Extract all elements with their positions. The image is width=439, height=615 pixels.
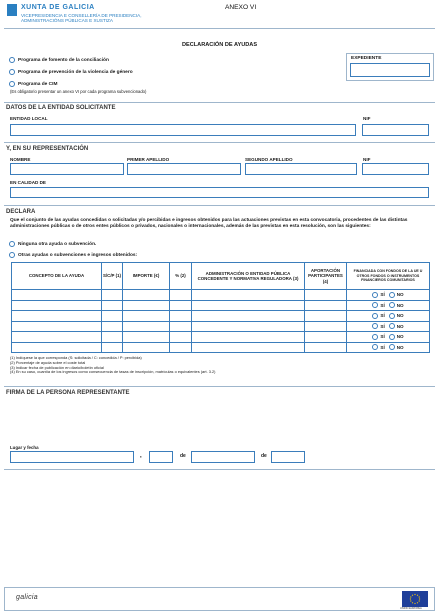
declara-text: Que el conjunto de las ayudas concedidas o solicitadas y/o percibidas e ingresos obtenidos para las actuaciones previstas en esta convocatoria, procedentes de las distintas administraciones públicas o de otros entes públicos o privados, nacionales o internacionales, además de las previstas en esta resolución, son las siguientes: bbox=[10, 218, 408, 229]
radio-icon[interactable] bbox=[372, 302, 378, 308]
table-cell-input[interactable] bbox=[12, 342, 102, 353]
annex-label: ANEXO VI bbox=[225, 4, 257, 11]
yes-no-group bbox=[347, 292, 429, 298]
footnote: (4) En su caso, cuantía de los ingresos como consecuencia de tasas de inscripción, matrículas o equivalentes (art. 3.2) bbox=[10, 369, 216, 375]
col-header: APORTACIÓN PARTICIPANTES (4) bbox=[305, 263, 347, 290]
table-cell-input[interactable] bbox=[123, 290, 170, 301]
table-cell-input[interactable] bbox=[305, 332, 347, 343]
table-cell-input[interactable] bbox=[170, 332, 192, 343]
radio-icon[interactable] bbox=[9, 252, 15, 258]
entidad-local-label: ENTIDAD LOCAL bbox=[10, 116, 48, 121]
entidad-local-field[interactable] bbox=[10, 124, 356, 136]
table-cell-input[interactable] bbox=[170, 321, 192, 332]
year-field[interactable] bbox=[271, 451, 305, 463]
table-cell-input[interactable] bbox=[192, 290, 305, 301]
radio-icon[interactable] bbox=[372, 323, 378, 329]
entidad-nif-field[interactable] bbox=[362, 124, 429, 136]
col-header: % (2) bbox=[170, 263, 192, 290]
place-date-label: Lugar y fecha bbox=[10, 445, 39, 450]
radio-icon[interactable] bbox=[389, 344, 395, 350]
no-option[interactable] bbox=[389, 334, 404, 340]
primer-apellido-label: PRIMER APELLIDO bbox=[127, 157, 170, 162]
declara-section-title: DECLARA bbox=[6, 209, 36, 215]
radio-icon[interactable] bbox=[389, 302, 395, 308]
day-field[interactable] bbox=[149, 451, 173, 463]
galicia-brand: galicia bbox=[16, 594, 38, 601]
table-cell-input[interactable] bbox=[102, 290, 123, 301]
no-label: NO bbox=[396, 302, 404, 308]
table-cell-input[interactable] bbox=[192, 300, 305, 311]
table-cell-input[interactable] bbox=[170, 311, 192, 322]
eu-stars-icon bbox=[407, 593, 423, 605]
table-cell-input[interactable] bbox=[12, 311, 102, 322]
footnote: (2) Porcentaje de ayuda sobre el coste total bbox=[10, 359, 86, 365]
table-cell-input[interactable] bbox=[192, 332, 305, 343]
radio-icon[interactable] bbox=[389, 334, 395, 340]
eu-flag-icon bbox=[402, 591, 428, 607]
no-label: NO bbox=[396, 313, 404, 319]
primer-apellido-field[interactable] bbox=[127, 163, 241, 175]
month-field[interactable] bbox=[191, 451, 255, 463]
table-cell-input[interactable] bbox=[305, 290, 347, 301]
table-cell-input[interactable] bbox=[192, 342, 305, 353]
program-label: Programa de fomento de la conciliación bbox=[18, 57, 109, 63]
org-department bbox=[21, 13, 201, 24]
yes-no-group bbox=[347, 334, 429, 340]
option-label: Ninguna otra ayuda o subvención. bbox=[18, 241, 97, 247]
org-department-line-1: VICEPRESIDENCIA E CONSELLERÍA DE PRESIDENCIA, bbox=[21, 13, 142, 18]
table-row bbox=[12, 300, 430, 311]
program-option-conciliacion[interactable] bbox=[9, 57, 109, 63]
table-row bbox=[12, 332, 430, 343]
table-footnotes bbox=[10, 356, 215, 375]
radio-icon[interactable] bbox=[389, 313, 395, 319]
org-name: XUNTA DE GALICIA bbox=[21, 4, 95, 11]
section-divider bbox=[4, 386, 435, 387]
table-cell-input[interactable] bbox=[12, 332, 102, 343]
segundo-apellido-field[interactable] bbox=[245, 163, 357, 175]
table-cell-input[interactable] bbox=[12, 300, 102, 311]
col-header: FINANCIADA CON FONDOS DE LA UE U OTROS FONDOS O INSTRUMENTOS FINANCIEROS COMUNITARIOS bbox=[347, 263, 430, 290]
table-cell-input[interactable] bbox=[192, 311, 305, 322]
expediente-field[interactable] bbox=[350, 63, 430, 77]
radio-icon[interactable] bbox=[9, 69, 15, 75]
radio-icon[interactable] bbox=[9, 241, 15, 247]
yes-option[interactable] bbox=[372, 323, 384, 329]
table-cell-input[interactable] bbox=[102, 332, 123, 343]
yes-label: SÍ bbox=[380, 334, 385, 340]
yes-label: SÍ bbox=[380, 313, 385, 319]
section-divider bbox=[4, 205, 435, 206]
yes-label: SÍ bbox=[380, 323, 385, 329]
no-label: NO bbox=[396, 292, 404, 298]
radio-icon[interactable] bbox=[9, 57, 15, 63]
table-cell-input[interactable] bbox=[305, 311, 347, 322]
footnote: (3) Indicar fecha de publicación en diario/boletín oficial bbox=[10, 364, 104, 370]
radio-icon[interactable] bbox=[372, 313, 378, 319]
no-option[interactable] bbox=[389, 313, 404, 319]
no-label: NO bbox=[396, 344, 404, 350]
entidad-nif-label: NIF bbox=[363, 116, 371, 121]
option-ninguna-ayuda[interactable] bbox=[9, 241, 96, 247]
eu-funding-cell bbox=[347, 342, 430, 353]
section-divider bbox=[4, 469, 435, 470]
org-department-line-2: ADMINISTRACIÓNS PÚBLICAS E XUSTIZA bbox=[21, 18, 113, 24]
no-option[interactable] bbox=[389, 323, 404, 329]
table-row bbox=[12, 342, 430, 353]
calidad-field[interactable] bbox=[10, 187, 429, 198]
representacion-section-title: Y, EN SU REPRESENTACIÓN bbox=[6, 146, 89, 152]
eu-funding-cell bbox=[347, 290, 430, 301]
table-cell-input[interactable] bbox=[102, 311, 123, 322]
yes-no-group bbox=[347, 344, 429, 350]
comma-separator: , bbox=[140, 453, 142, 459]
no-label: NO bbox=[396, 334, 404, 340]
xunta-logo-icon bbox=[7, 4, 17, 16]
table-cell-input[interactable] bbox=[305, 342, 347, 353]
radio-icon[interactable] bbox=[389, 323, 395, 329]
eu-funding-cell bbox=[347, 300, 430, 311]
section-divider bbox=[4, 102, 435, 103]
yes-option[interactable] bbox=[372, 344, 384, 350]
page-title: DECLARACIÓN DE AYUDAS bbox=[181, 42, 258, 48]
header-divider bbox=[4, 28, 435, 29]
no-label: NO bbox=[396, 323, 404, 329]
representante-nif-label: NIF bbox=[363, 157, 371, 162]
table-cell-input[interactable] bbox=[305, 321, 347, 332]
table-cell-input[interactable] bbox=[102, 342, 123, 353]
program-option-cim[interactable] bbox=[9, 81, 57, 87]
calidad-label: EN CALIDAD DE bbox=[10, 180, 46, 185]
program-label: Programa de CIM bbox=[18, 81, 58, 87]
expediente-label: EXPEDIENTE bbox=[351, 56, 382, 61]
col-header: S/C/P (1) bbox=[102, 263, 123, 290]
table-cell-input[interactable] bbox=[192, 321, 305, 332]
footnote: (1) Indíquese la que corresponda (S: solicitada / C: concedida / P: percibida) bbox=[10, 355, 142, 360]
table-row bbox=[12, 321, 430, 332]
table-cell-input[interactable] bbox=[12, 290, 102, 301]
eu-funding-cell bbox=[347, 311, 430, 322]
no-option[interactable] bbox=[389, 292, 404, 298]
eu-funding-cell bbox=[347, 321, 430, 332]
eu-caption: UNIÓN EUROPEA bbox=[400, 607, 422, 610]
firma-section-title: FIRMA DE LA PERSONA REPRESENTANTE bbox=[6, 390, 130, 396]
yes-label: SÍ bbox=[380, 302, 385, 308]
option-label: Otras ayudas o subvenciones e ingresos obtenidos: bbox=[18, 252, 138, 258]
yes-option[interactable] bbox=[372, 302, 384, 308]
de-separator: de bbox=[261, 453, 267, 459]
table-cell-input[interactable] bbox=[123, 300, 170, 311]
option-otras-ayudas[interactable] bbox=[9, 252, 137, 258]
radio-icon[interactable] bbox=[372, 334, 378, 340]
yes-no-group bbox=[347, 313, 429, 319]
radio-icon[interactable] bbox=[372, 344, 378, 350]
table-cell-input[interactable] bbox=[102, 300, 123, 311]
de-separator: de bbox=[180, 453, 186, 459]
col-header: IMPORTE (€) bbox=[123, 263, 170, 290]
no-option[interactable] bbox=[389, 302, 404, 308]
table-cell-input[interactable] bbox=[123, 311, 170, 322]
program-label: Programa de prevención de la violencia de género bbox=[18, 69, 133, 75]
footer bbox=[4, 587, 435, 611]
col-header: ADMINISTRACIÓN O ENTIDAD PÚBLICA CONCEDENTE Y NORMATIVA REGULADORA (3) bbox=[192, 263, 305, 290]
radio-icon[interactable] bbox=[389, 292, 395, 298]
yes-option[interactable] bbox=[372, 313, 384, 319]
yes-no-group bbox=[347, 323, 429, 329]
eu-funding-cell bbox=[347, 332, 430, 343]
table-cell-input[interactable] bbox=[170, 290, 192, 301]
representante-nif-field[interactable] bbox=[362, 163, 429, 175]
document-header bbox=[0, 0, 439, 30]
radio-icon[interactable] bbox=[9, 81, 15, 87]
yes-label: SÍ bbox=[380, 344, 385, 350]
table-cell-input[interactable] bbox=[170, 342, 192, 353]
table-cell-input[interactable] bbox=[123, 321, 170, 332]
radio-icon[interactable] bbox=[372, 292, 378, 298]
yes-option[interactable] bbox=[372, 292, 384, 298]
yes-label: SÍ bbox=[380, 292, 385, 298]
section-divider bbox=[4, 142, 435, 143]
nombre-label: NOMBRE bbox=[10, 157, 31, 162]
table-cell-input[interactable] bbox=[102, 321, 123, 332]
table-header-row bbox=[12, 263, 430, 290]
segundo-apellido-label: SEGUNDO APELLIDO bbox=[245, 157, 293, 162]
table-row bbox=[12, 290, 430, 301]
yes-option[interactable] bbox=[372, 334, 384, 340]
program-option-violencia[interactable] bbox=[9, 69, 133, 75]
table-cell-input[interactable] bbox=[123, 332, 170, 343]
table-cell-input[interactable] bbox=[170, 300, 192, 311]
table-cell-input[interactable] bbox=[12, 321, 102, 332]
ayudas-table bbox=[11, 262, 430, 353]
table-row bbox=[12, 311, 430, 322]
nombre-field[interactable] bbox=[10, 163, 124, 175]
program-note: (Es obligatorio presentar un anexo VI por cada programa subvencionado) bbox=[10, 89, 147, 94]
col-header: CONCEPTO DE LA AYUDA bbox=[12, 263, 102, 290]
table-cell-input[interactable] bbox=[123, 342, 170, 353]
no-option[interactable] bbox=[389, 344, 404, 350]
entidad-section-title: DATOS DE LA ENTIDAD SOLICITANTE bbox=[6, 105, 116, 111]
table-cell-input[interactable] bbox=[305, 300, 347, 311]
yes-no-group bbox=[347, 302, 429, 308]
place-field[interactable] bbox=[10, 451, 134, 463]
